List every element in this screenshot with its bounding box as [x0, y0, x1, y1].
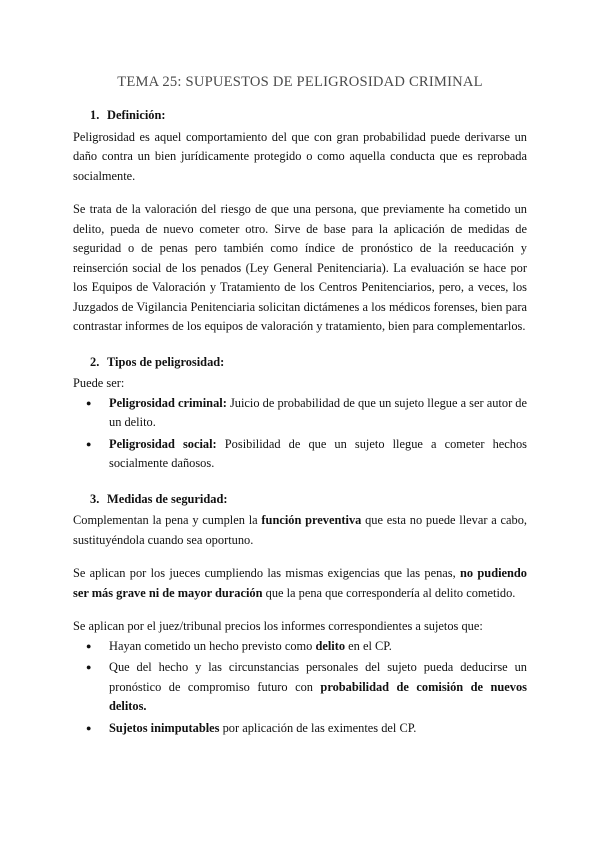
list-item: [73, 435, 527, 474]
text-run: que esta no puede llevar a cabo, sustituyéndola cuando sea oportuno.: [73, 513, 527, 547]
term-definition: Juicio de probabilidad de que un sujeto llegue a ser autor de un delito.: [109, 395, 527, 429]
text-run: en el CP.: [345, 638, 392, 653]
section-heading-definicion: [73, 106, 527, 126]
text-run: que la pena que correspondería al delito cometido.: [262, 585, 516, 600]
text-run-bold: no pudiendo ser más grave ni de mayor duración: [73, 566, 528, 600]
text-run: por aplicación de las eximentes del CP.: [219, 720, 417, 735]
bullet-list: [73, 394, 527, 474]
term-bold: Peligrosidad criminal:: [109, 395, 227, 410]
bullet-icon: ●: [86, 640, 92, 651]
paragraph: [73, 564, 527, 603]
bullet-icon: ●: [86, 722, 92, 733]
text-run-bold: Sujetos inimputables: [109, 720, 220, 735]
list-item: [73, 658, 527, 717]
section-number: 1.: [90, 108, 100, 122]
section-heading-tipos: [73, 353, 527, 373]
paragraph: Se trata de la valoración del riesgo de que una persona, que previamente ha cometido un delito, pueda de nuevo cometer otro. Sirve de base para la aplicación de medidas de seguridad o de penas pero también como índice de pronóstico de la reeducación y reinserción social de los penados (Ley General Penitenciaria). La evaluación se hace por los Equipos de Valoración y Tratamiento de los Centros Penitenciarios, pero, a veces, los Juzgados de Vigilancia Penitenciaria solicitan dictámenes a los médicos forenses, bien para contrastar informes de los equipos de valoración y tratamiento, bien para complementarlos.: [73, 202, 527, 333]
text-run: Que del hecho y las circunstancias personales del sujeto pueda deducirse un pronóstico de compromiso futuro con: [109, 660, 527, 694]
text-run-bold: función preventiva: [261, 513, 362, 527]
list-item: [73, 394, 527, 433]
text-run-bold: delito: [315, 638, 346, 653]
text-run: Hayan cometido un hecho previsto como: [109, 638, 316, 653]
bullet-icon: ●: [86, 438, 92, 449]
bullet-icon: ●: [86, 662, 92, 672]
list-item: [73, 719, 527, 739]
bullet-list: [73, 637, 527, 739]
section-heading-label: Tipos de peligrosidad:: [107, 354, 225, 369]
section-heading-label: Medidas de seguridad:: [107, 491, 228, 506]
paragraph: [73, 511, 527, 550]
paragraph: Peligrosidad es aquel comportamiento del que con gran probabilidad puede derivarse un daño contra un bien jurídicamente protegido o como aquella conducta que es reprobada socialmente.: [73, 129, 527, 183]
term-bold: Peligrosidad social:: [109, 436, 217, 451]
document-content: [73, 72, 527, 738]
paragraph: Se aplican por el juez/tribunal precios los informes correspondientes a sujetos que:: [73, 619, 483, 633]
page-title: TEMA 25: SUPUESTOS DE PELIGROSIDAD CRIMINAL: [117, 74, 483, 90]
text-run: Se aplican por los jueces cumpliendo las mismas exigencias que las penas,: [73, 566, 461, 580]
term-definition: Posibilidad de que un sujeto llegue a cometer hechos socialmente dañosos.: [109, 436, 527, 470]
section-heading-label: Definición:: [107, 108, 166, 122]
text-run-bold: probabilidad de comisión de nuevos delitos.: [109, 679, 527, 713]
bullet-icon: ●: [86, 397, 92, 408]
text-run: Complementan la pena y cumplen la: [73, 513, 262, 527]
section-heading-medidas: [73, 490, 527, 510]
list-item: [73, 637, 527, 657]
section-number: 2.: [90, 354, 100, 369]
paragraph: Puede ser:: [73, 376, 125, 390]
section-number: 3.: [90, 491, 100, 506]
